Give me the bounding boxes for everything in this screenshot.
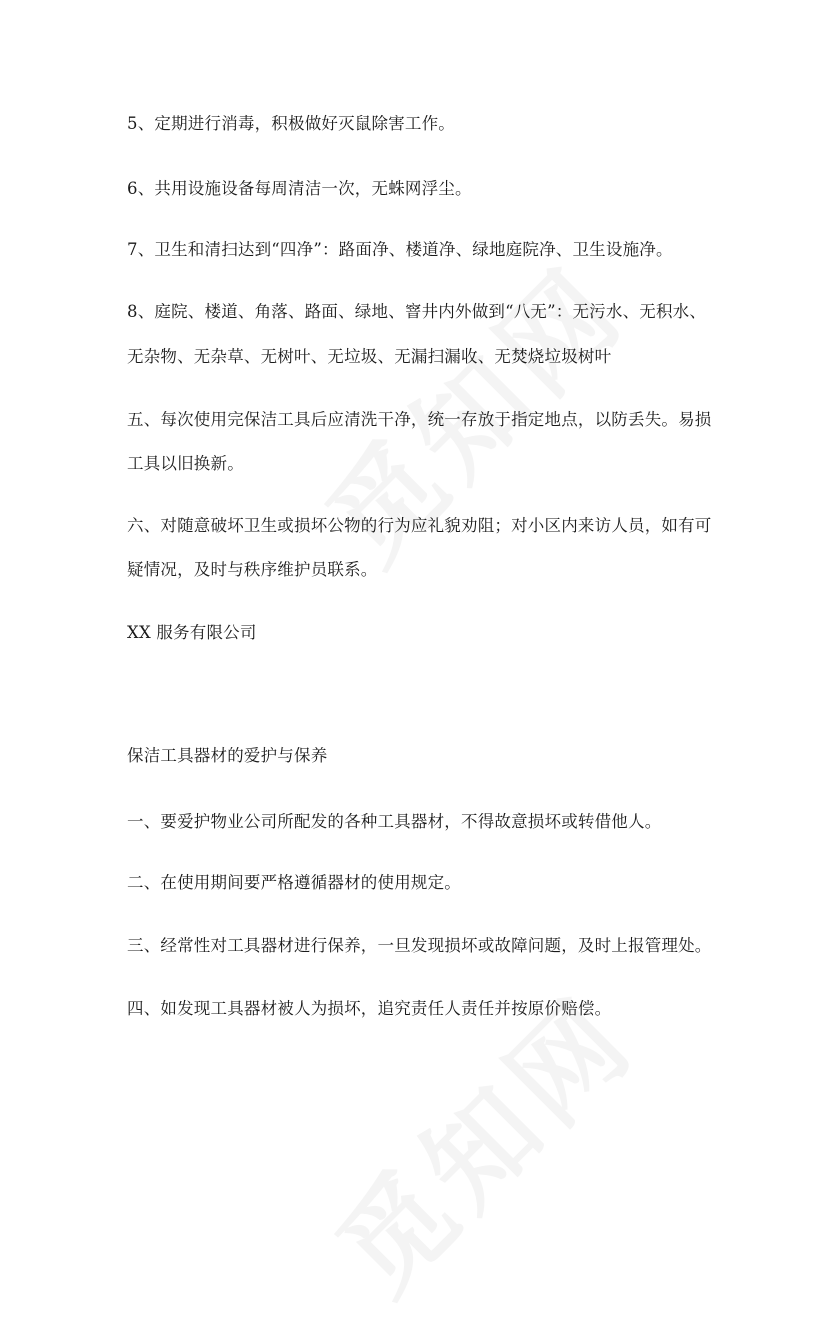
paragraph-line: 六、对随意破坏卫生或损坏公物的行为应礼貌劝阻；对小区内来访人员，如有可 bbox=[127, 516, 712, 535]
paragraph-line: 二、在使用期间要严格遵循器材的使用规定。 bbox=[127, 873, 461, 892]
paragraph-line: 7、卫生和清扫达到“四净”：路面净、楼道净、绿地庭院净、卫生设施净。 bbox=[127, 240, 673, 259]
paragraph-line: 疑情况，及时与秩序维护员联系。 bbox=[127, 560, 378, 579]
paragraph-line: 五、每次使用完保洁工具后应清洗干净，统一存放于指定地点，以防丢失。易损 bbox=[127, 410, 712, 429]
paragraph-line: 四、如发现工具器材被人为损坏，追究责任人责任并按原价赔偿。 bbox=[127, 999, 612, 1018]
company-name: XX 服务有限公司 bbox=[127, 623, 257, 642]
paragraph-line: 三、经常性对工具器材进行保养，一旦发现损坏或故障问题，及时上报管理处。 bbox=[127, 936, 712, 955]
section-title: 保洁工具器材的爱护与保养 bbox=[127, 746, 328, 765]
paragraph-line: 一、要爱护物业公司所配发的各种工具器材，不得故意损坏或转借他人。 bbox=[127, 812, 662, 831]
watermark bbox=[287, 226, 653, 592]
paragraph-line: 6、共用设施设备每周清洁一次，无蛛网浮尘。 bbox=[127, 179, 472, 198]
paragraph-line: 5、定期进行消毒，积极做好灭鼠除害工作。 bbox=[127, 114, 455, 133]
paragraph-line: 工具以旧换新。 bbox=[127, 454, 244, 473]
paragraph-line: 8、庭院、楼道、角落、路面、绿地、窨井内外做到“八无”：无污水、无积水、 bbox=[127, 302, 707, 321]
paragraph-line: 无杂物、无杂草、无树叶、无垃圾、无漏扫漏收、无焚烧垃圾树叶 bbox=[127, 347, 612, 366]
